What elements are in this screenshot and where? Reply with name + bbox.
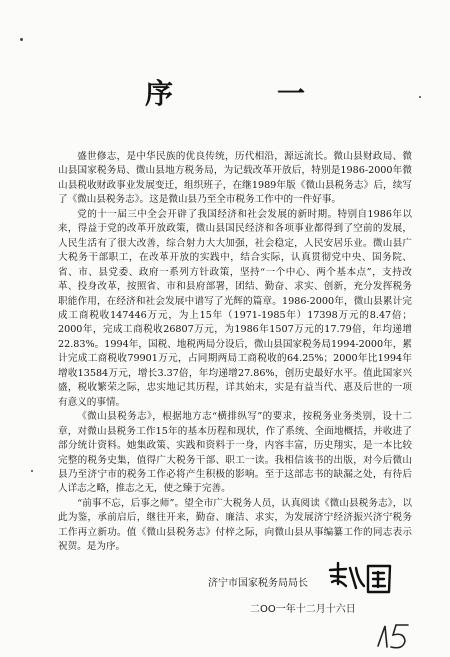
paragraph: 党的十一届三中全会开辟了我国经济和社会发展的新时期。特别自1986年以来，得益于党的改革开放政策，微山县国民经济和各项事业都得到了空前的发展，人民生活有了很大改善，综合射力大大加强，社会稳定，人民安居乐业。微山县广大税务干部职工，在改革开放的实践中，结合实际，认真贯彻党中央、国务院、省、市、县党委、政府一系列方针政策，坚持“一个中心、两个基本点”，支持改革、投身改革，按照省、市和县府部署，团结、勤奋、求实、创新，充分发挥税务职能作用，在经济和社会发展中谱写了光辉的篇章。1986-2000年，微山县累计完成工商税收147446万元，为上15年（1971-1985年）17398万元的8.47倍；2000年，完成工商税收26807万元，为1986年1507万元的17.79倍，年均递增22.83%。1994年，国税、地税两局分设后，微山县国家税务局1994-2000年，累计完成工商税收79901万元，占同期两局工商税收的64.25%；2000年比1994年增收13584万元，增长3.37倍，年均递增27.86%，创历史最好水平。值此国家兴盛，税收繁荣之际，忠实地记其历程，详其始末，实是有益当代、惠及后世的一项有意义的事情。	[58, 208, 412, 408]
scan-speck	[20, 38, 23, 41]
page-title: 序 一	[144, 77, 343, 110]
preface-body	[58, 150, 412, 555]
paragraph: “前事不忘，后事之师”。望全市广大税务人员，认真阅读《微山县税务志》，以此为鉴，承前启后，继往开来，勤奋、廉洁、求实，为发展济宁经济振兴济宁税务工作再立新功。值《微山县税务志》付梓之际，向微山县从事编纂工作的同志表示祝贺。是为序。	[58, 497, 412, 553]
paragraph: 《微山县税务志》，根据地方志“横排纵写”的要求，按税务业务类别，设十二章，对微山县税务工作15年的基本历程和现状，作了系统、全面地概括，并收进了部分统计资料。她集政策、实践和资料于一身，内容丰富，历史翔实，是一本比较完整的税务史集，值得广大税务干部、职工一读。我相信该书的出版，对今后微山县乃至济宁市的税务工作必将产生积极的影响。至于这部志书的缺漏之处，有待后人详志之略，推志之无，使之臻于完善。	[58, 411, 412, 495]
handwritten-signature	[326, 560, 396, 596]
scan-speck	[31, 470, 33, 472]
paragraph: 盛世修志，是中华民族的优良传统，历代相沿，源远流长。微山县财政局、微山县国家税务局、微山县地方税务局，为记载改革开放后，特别是1986-2000年微山县税收财政事业发展变迁，组织班子，在继1989年版《微山县税务志》后，续写了《微山县税务志》。这是微山县乃至全市税务工作中的一件好事。	[58, 151, 412, 206]
scan-speck	[419, 96, 421, 98]
handwritten-page-number	[372, 620, 422, 652]
signing-date: 二OO一年十二月十六日	[250, 604, 356, 615]
signer-title: 济宁市国家税务局局长	[208, 578, 308, 589]
